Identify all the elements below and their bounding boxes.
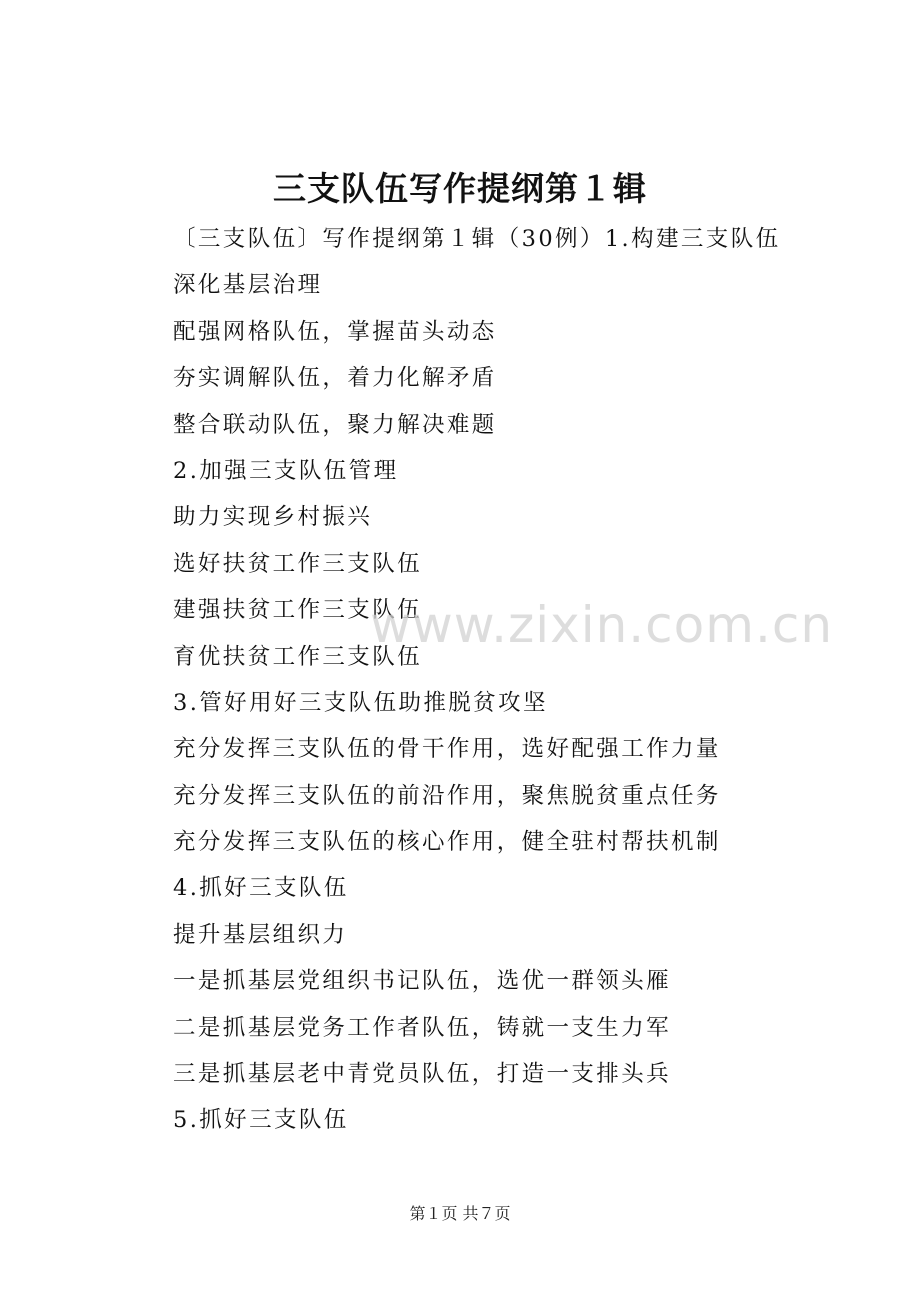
body-line: 育优扶贫工作三支队伍 (173, 643, 423, 670)
body-line: 二是抓基层党务工作者队伍，铸就一支生力军 (173, 1014, 672, 1041)
body-line: 充分发挥三支队伍的核心作用，健全驻村帮扶机制 (173, 829, 721, 856)
body-line: 4.抓好三支队伍 (173, 875, 349, 902)
body-line: 三是抓基层老中青党员队伍，打造一支排头兵 (173, 1061, 672, 1088)
body-line: 选好扶贫工作三支队伍 (173, 550, 423, 577)
document-body (173, 216, 793, 1144)
body-line: 配强网格队伍，掌握苗头动态 (173, 318, 497, 345)
body-line: 提升基层组织力 (173, 921, 348, 948)
body-line: 深化基层治理 (173, 272, 323, 299)
body-line: 充分发挥三支队伍的前沿作用，聚焦脱贫重点任务 (173, 782, 721, 809)
body-line: 夯实调解队伍，着力化解矛盾 (173, 365, 497, 392)
body-line: 整合联动队伍，聚力解决难题 (173, 411, 497, 438)
body-line: 5.抓好三支队伍 (173, 1107, 349, 1134)
body-line: 2.加强三支队伍管理 (173, 457, 399, 484)
body-line: 〔三支队伍〕写作提纲第１辑（30例）1.构建三支队伍 (173, 226, 781, 252)
document-title: 三支队伍写作提纲第１辑 (273, 169, 647, 208)
body-line: 3.管好用好三支队伍助推脱贫攻坚 (173, 689, 548, 716)
watermark-text: www.zixin.com.cn (370, 596, 834, 654)
page-footer: 第１页 共７页 (409, 1204, 511, 1223)
body-line: 一是抓基层党组织书记队伍，选优一群领头雁 (173, 968, 672, 995)
body-line: 建强扶贫工作三支队伍 (173, 597, 423, 624)
body-line: 助力实现乡村振兴 (173, 504, 373, 531)
body-line: 充分发挥三支队伍的骨干作用，选好配强工作力量 (173, 736, 721, 763)
